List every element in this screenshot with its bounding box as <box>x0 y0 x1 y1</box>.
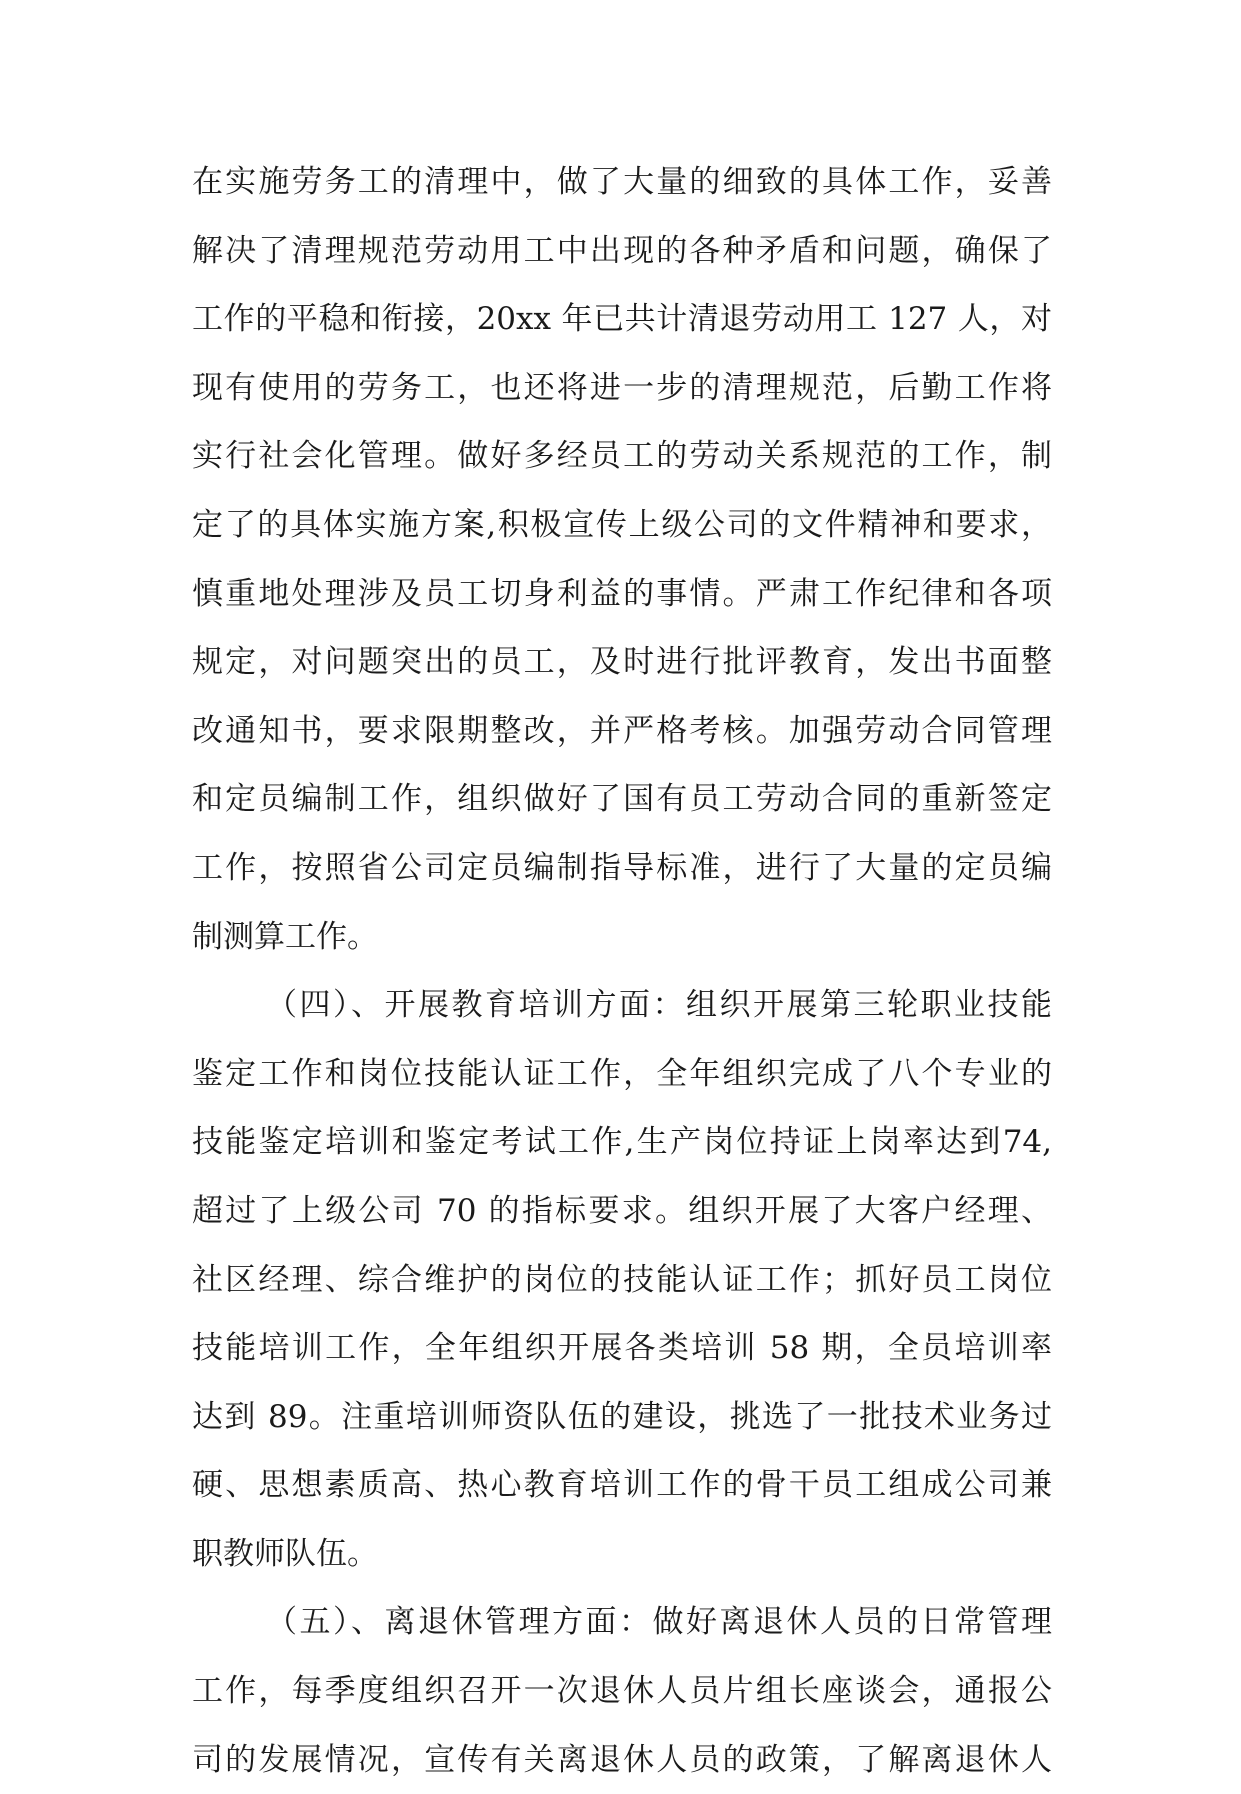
paragraph-line: 规定，对问题突出的员工，及时进行批评教育，发出书面整 <box>192 644 1052 681</box>
paragraph-line: 和定员编制工作，组织做好了国有员工劳动合同的重新签定 <box>192 781 1052 818</box>
paragraph-line: 达到 89。注重培训师资队伍的建设，挑选了一批技术业务过 <box>192 1398 1052 1435</box>
paragraph-line: 改通知书，要求限期整改，并严格考核。加强劳动合同管理 <box>192 712 1052 749</box>
paragraph-line: 工作，按照省公司定员编制指导标准，进行了大量的定员编 <box>192 849 1052 886</box>
paragraph-line: 实行社会化管理。做好多经员工的劳动关系规范的工作，制 <box>192 438 1052 475</box>
paragraph-last-line: 制测算工作。 <box>192 918 378 955</box>
paragraph-line: 在实施劳务工的清理中，做了大量的细致的具体工作，妥善 <box>192 164 1052 200</box>
paragraph-line: 慎重地处理涉及员工切身利益的事情。严肃工作纪律和各项 <box>192 575 1052 612</box>
paragraph-line: 司的发展情况，宣传有关离退休人员的政策，了解离退休人 <box>192 1741 1052 1778</box>
paragraph-line: 超过了上级公司 70 的指标要求。组织开展了大客户经理、 <box>192 1192 1052 1229</box>
section-heading-line: （五）、离退休管理方面：做好离退休人员的日常管理 <box>266 1604 1052 1641</box>
paragraph-line: 工作的平稳和衔接，20xx 年已共计清退劳动用工 127 人，对 <box>192 301 1052 338</box>
paragraph-last-line: 职教师队伍。 <box>192 1535 378 1572</box>
paragraph-line: 鉴定工作和岗位技能认证工作，全年组织完成了八个专业的 <box>192 1055 1052 1092</box>
paragraph-line: 技能培训工作，全年组织开展各类培训 58 期，全员培训率 <box>192 1330 1052 1367</box>
document-body <box>192 148 1052 1794</box>
paragraph-line: 硬、思想素质高、热心教育培训工作的骨干员工组成公司兼 <box>192 1467 1052 1504</box>
paragraph-line: 解决了清理规范劳动用工中出现的各种矛盾和问题，确保了 <box>192 232 1052 269</box>
paragraph-line: 定了的具体实施方案,积极宣传上级公司的文件精神和要求， <box>192 506 1052 543</box>
paragraph-line: 技能鉴定培训和鉴定考试工作,生产岗位持证上岗率达到74, <box>192 1124 1052 1161</box>
section-heading-line: （四）、开展教育培训方面：组织开展第三轮职业技能 <box>266 987 1052 1024</box>
paragraph-line: 社区经理、综合维护的岗位的技能认证工作；抓好员工岗位 <box>192 1261 1052 1298</box>
paragraph-line: 工作，每季度组织召开一次退休人员片组长座谈会，通报公 <box>192 1673 1052 1710</box>
paragraph-line: 现有使用的劳务工，也还将进一步的清理规范，后勤工作将 <box>192 369 1052 406</box>
